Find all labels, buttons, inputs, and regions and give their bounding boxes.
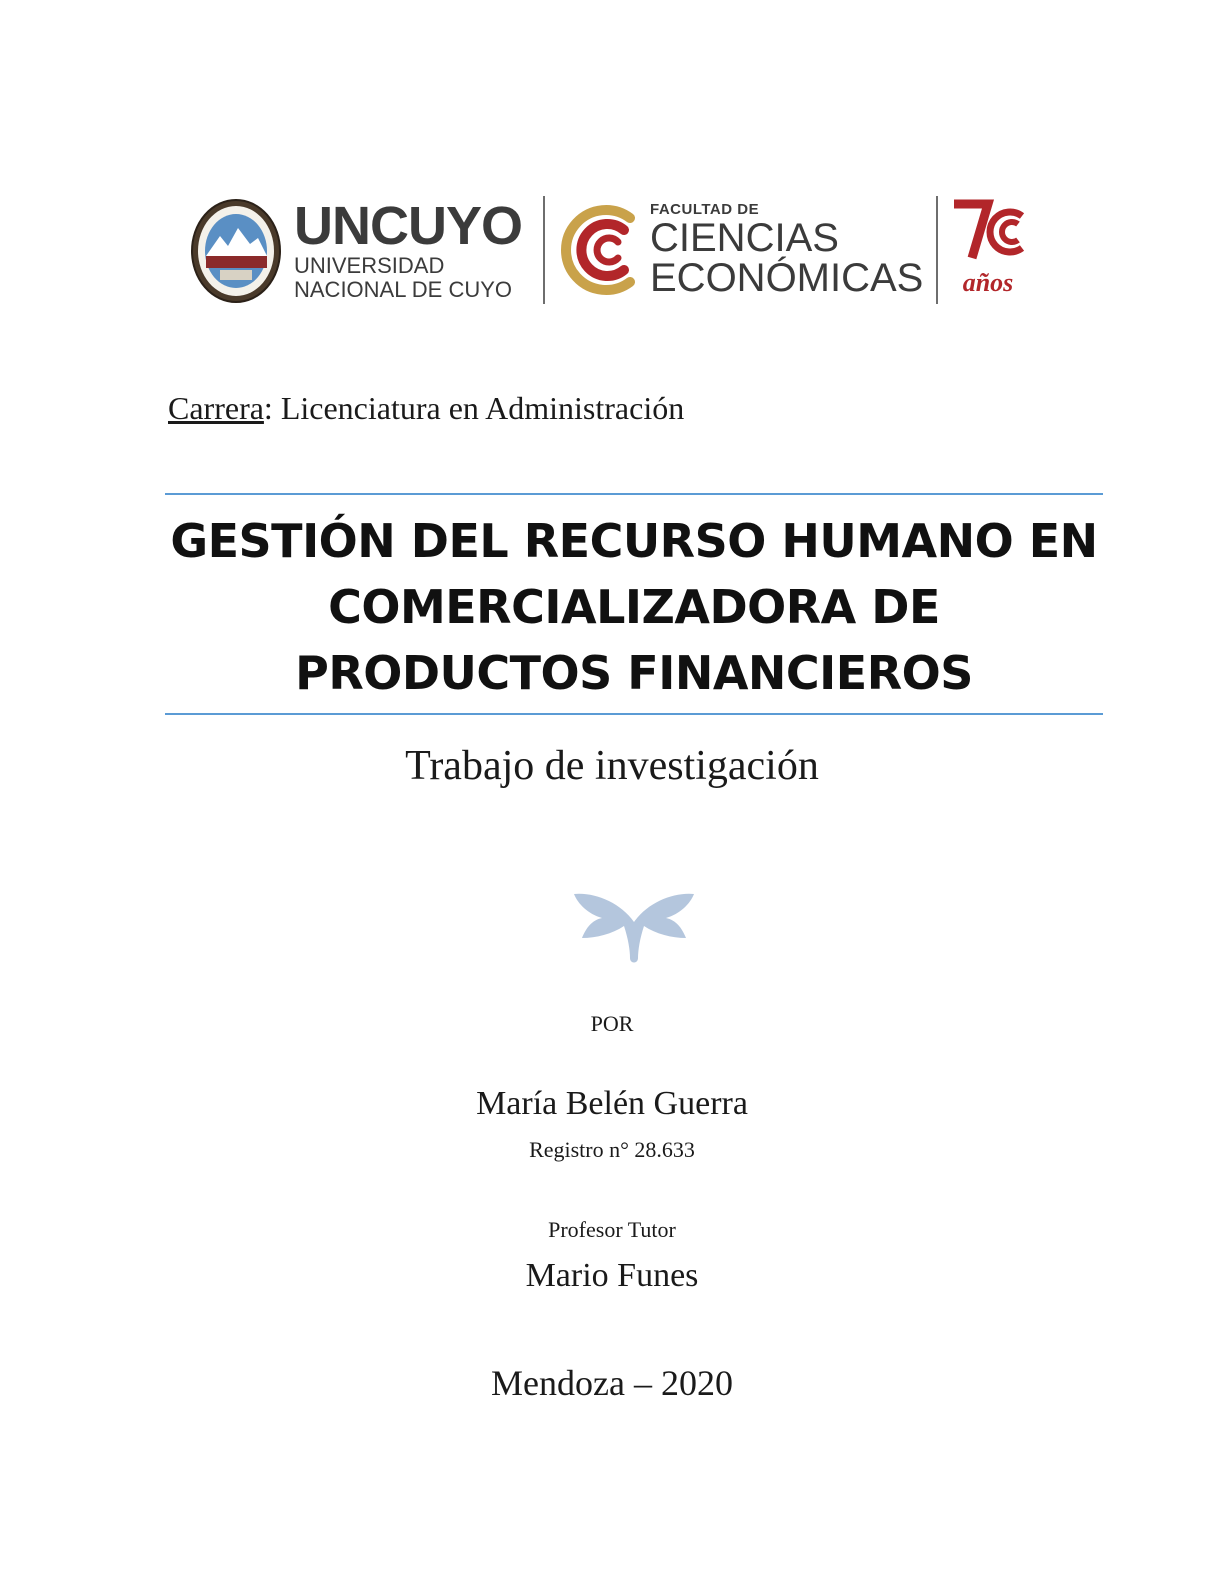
- faculty-line-2: ECONÓMICAS: [650, 256, 924, 300]
- title-line-3: PRODUCTOS FINANCIEROS: [295, 646, 973, 700]
- tutor-name: Mario Funes: [525, 1257, 699, 1294]
- university-wordmark: [294, 198, 522, 302]
- title-rule-bottom: [165, 713, 1103, 715]
- career-separator: :: [263, 390, 273, 426]
- university-name: UNCUYO: [294, 196, 523, 256]
- institution-logo-band: [190, 192, 1030, 308]
- career-line: [168, 388, 684, 428]
- career-label: Carrera: [168, 390, 264, 426]
- document-subtitle: Trabajo de investigación: [405, 743, 819, 789]
- author-registration: Registro n° 28.633: [529, 1137, 695, 1162]
- logo-divider: [543, 196, 545, 304]
- title-line-1: GESTIÓN DEL RECURSO HUMANO EN: [170, 514, 1098, 568]
- author-name: María Belén Guerra: [476, 1085, 748, 1122]
- university-line-1: UNIVERSIDAD: [294, 253, 445, 278]
- sprout-ornament-icon: [572, 882, 696, 964]
- faculty-prefix: FACULTAD DE: [650, 201, 760, 218]
- by-label: POR: [590, 1011, 634, 1036]
- faculty-line-1: CIENCIAS: [650, 216, 839, 260]
- title-rule-top: [165, 493, 1103, 495]
- anniversary-logo: [948, 196, 1028, 304]
- title-line-2: COMERCIALIZADORA DE: [328, 580, 940, 634]
- university-line-2: NACIONAL DE CUYO: [294, 277, 513, 302]
- university-seal-icon: [190, 198, 282, 304]
- seventy-years-mark-icon: [948, 196, 1028, 268]
- tutor-label: Profesor Tutor: [548, 1217, 676, 1242]
- logo-divider: [936, 196, 938, 304]
- anniversary-caption: años: [962, 268, 1014, 297]
- career-value: Licenciatura en Administración: [280, 390, 685, 426]
- faculty-emblem-icon: [560, 200, 642, 300]
- document-title: [165, 508, 1103, 706]
- faculty-wordmark: [650, 202, 923, 298]
- place-and-date: Mendoza – 2020: [491, 1363, 733, 1403]
